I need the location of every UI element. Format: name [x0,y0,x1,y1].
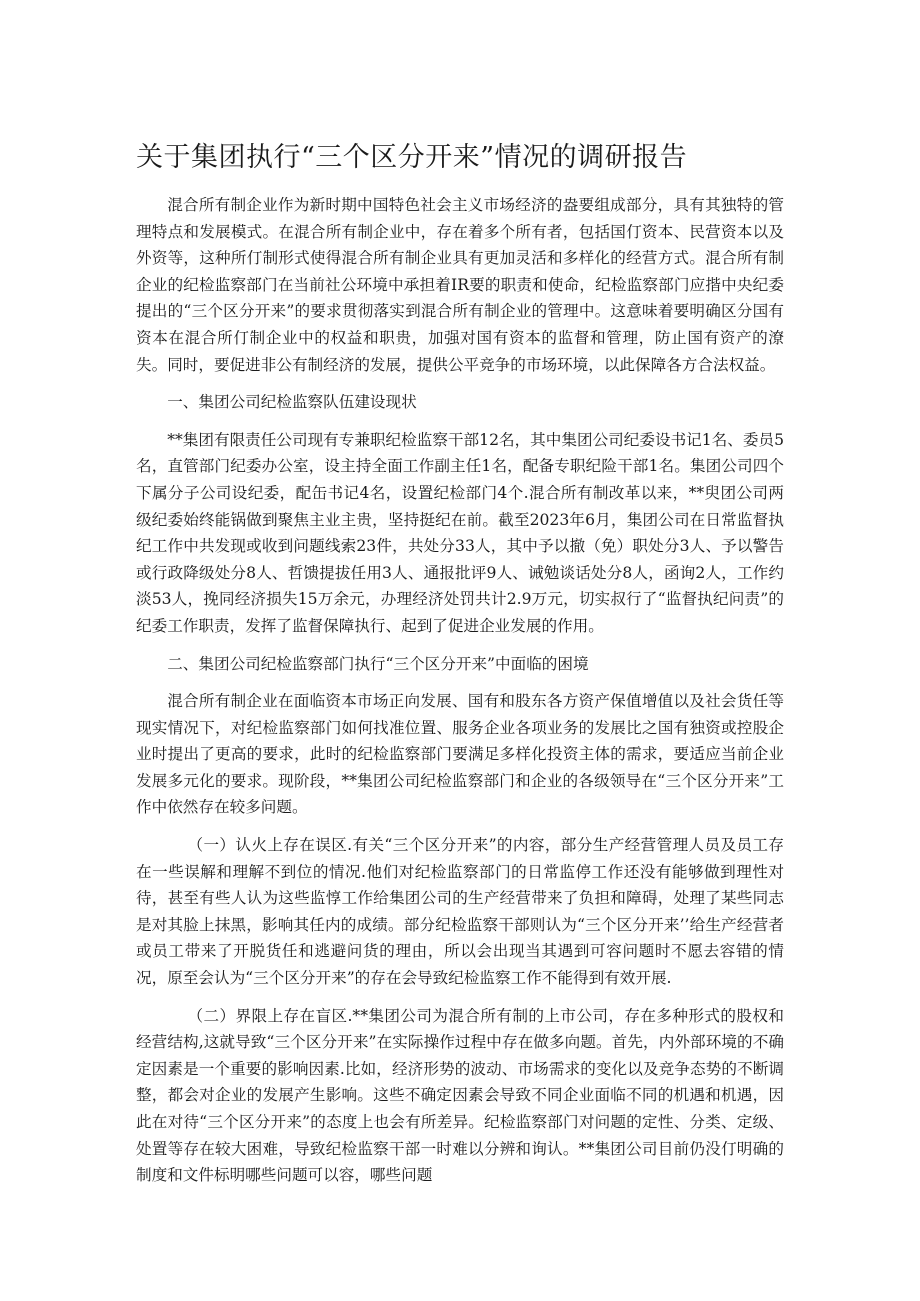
document-page [136,138,784,1200]
section-heading-1: 一、集团公司纪检监察队伍建设现状 [167,393,417,412]
document-title: 关于集团执行“三个区分开来”情况的调研报告 [136,142,688,173]
section-1-paragraph: **集团有限责任公司现有专兼职纪检监察干部12名，其中集团公司纪委设书记1名、委员5名，直管部门纪委办公室，设主持全面工作副主任1名，配备专职纪险干部1名。集团公司四个下属分子公司设纪委，配缶书记4名，设置纪检部门4个.混合所有制改革以来，**臾团公司两级纪委始终能锅做到聚焦主业主贵，坚持挺纪在前。截至2023年6月，集团公司在日常监督执纪工作中共发现或收到问题线索23件，共处分33人，其中予以撤（免）职处分3人、予以警告或行政降级处分8人、哲馈提拔任用3人、通报批评9人、诫勉谈话处分8人，函询2人，工作约淡53人，挽同经济损失15万余元，办理经济处罚共计2.9万元，切实叔行了“监督执纪问责”的纪委工作职责，发挥了监督保障执行、起到了促进企业发展的作用。 [136,430,784,635]
intro-paragraph: 混合所有制企业作为新时期中国特色社会主义市场经济的盎要组成部分，具有其独特的管理特点和发展模式。在混合所有制企业中，存在着多个所有者，包括国仃资本、民营资本以及外资等，这种所仃制形式使得混合所有制企业具有更加灵活和多样化的经营方式。混合所有制企业的纪检监察部门在当前社公环境中承担着IR要的职责和使命，纪检监察部门应揩中央纪委提出的“三个区分开来”的要求贯彻落实到混合所有制企业的管理中。这意味着要明确区分国有资本在混合所仃制企业中的权益和职贵，加强对国有资本的监督和管理，防止国有资产的潦失。同时，要促进非公有制经济的发展，提供公平竞争的市场环境，以此保障各方合法权益。 [136,196,784,374]
subsection-2-paragraph: （二）界限上存在盲区.**集团公司为混合所有制的上市公司，存在多种形式的股权和经营结构,这就导致“三个区分开来”在实际操作过程中存在做多向题。首先，内外部环境的不确定因素是一个重要的影响因素.比如，经济形势的波动、市场需求的变化以及竞争态势的不断调整，都会对企业的发展产生影响。这些不确定因素会导致不同企业面临不同的机遇和机遇，因此在对待“三个区分开来”的态度上也会有所差异。纪检监察部门对问题的定性、分类、定级、处置等存在较大困难，导致纪检监察干部一时难以分辨和询认。**集团公司目前仍没仃明确的制度和文件标明哪些问题可以容，哪些问题 [136,1006,784,1185]
section-2-paragraph: 混合所有制企业在面临资本市场正向发展、国有和股东各方资产保值增值以及社会货任等现实情况下，对纪检监察部门如何找准位置、服务企业各项业务的发展比之国有独资或控股企业时提出了更高的要求，此时的纪检监察部门要满足多样化投资主体的需求，要适应当前企业发展多元化的要求。现阶段，**集团公司纪检监察部门和企业的各级领导在“三个区分开来”工作中依然存在较多问题。 [136,692,784,817]
subsection-1-paragraph: （一）认火上存在误区.有关“三个区分开来”的内容，部分生产经营管理人员及员工存在一些误解和理解不到位的情况.他们对纪检监察部门的日常监停工作还没有能够做到理性对待，甚至有些人认为这些监惇工作给集团公司的生产经营带来了负担和障碍，处理了某些同志是对其脸上抹黑，影响其任内的成绩。部分纪检监察干部则认为“三个区分开来’’给生产经营者或员工带来了开脱货任和逃避问货的理由，所以会出现当其遇到可容问题时不愿去容错的情况，原至会认为“三个区分开来”的存在会导致纪检监察工作不能得到有效开展. [136,836,784,988]
section-heading-2: 二、集团公司纪检监察部门执行“三个区分开来”中面临的困境 [167,654,589,673]
